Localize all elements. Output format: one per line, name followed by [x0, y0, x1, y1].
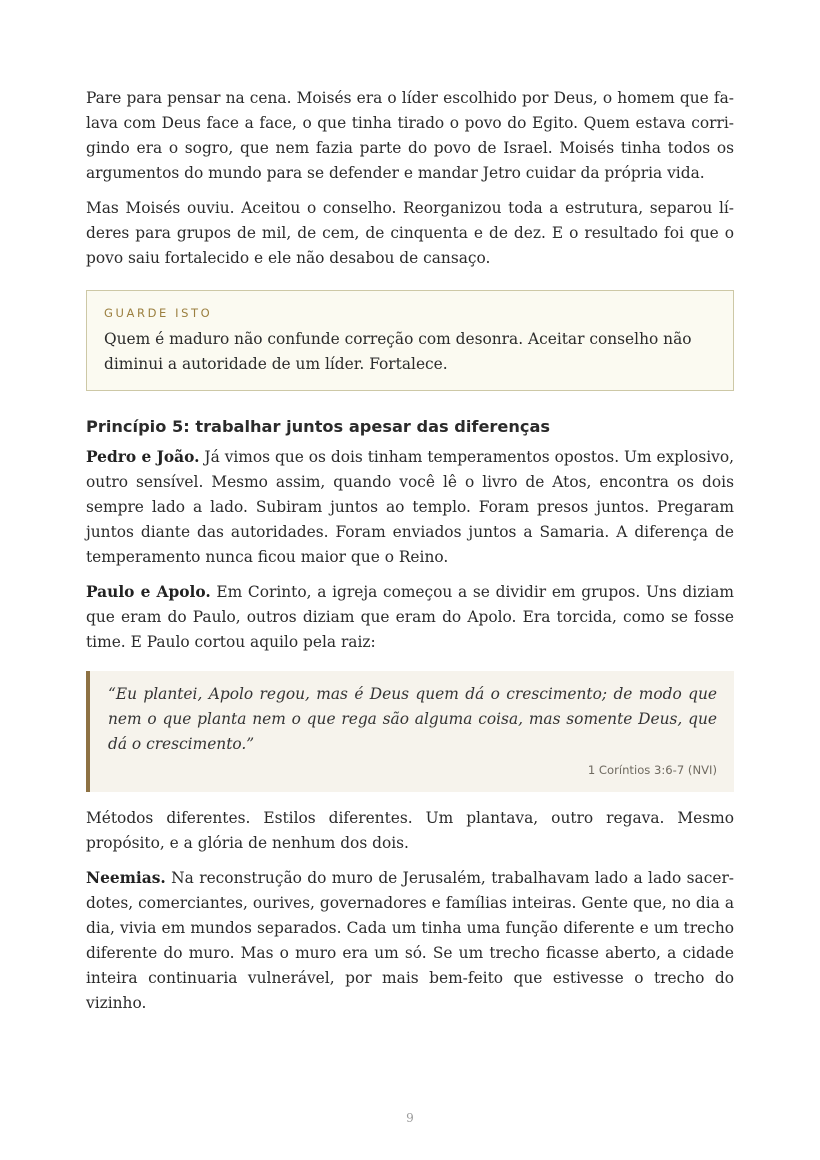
paragraph-metodos: Métodos diferentes. Estilos diferentes. Um plantava, outro regava. Mesmo propósito, e a glória de nenhum dos dois.: [86, 809, 734, 852]
paragraph-neemias: [86, 866, 734, 1016]
callout-label: GUARDE ISTO: [104, 306, 213, 320]
paragraph-moises-cena: Pare para pensar na cena. Moisés era o líder escolhido por Deus, o homem que falava com Deus face a face, o que tinha tirado o povo do Egito. Quem estava corrigindo era o sogro, que nem fazia parte do povo de Israel. Moisés tinha todos os argumentos do mundo para se defender e mandar Jetro cuidar da própria vida.: [86, 89, 734, 182]
callout-text: Quem é maduro não confunde correção com desonra. Aceitar conselho não diminui a autoridade de um líder. Fortalece.: [104, 330, 692, 373]
paragraph-text: Em Corinto, a igreja começou a se dividir em grupos. Uns diziam que eram do Paulo, outros diziam que eram do Apolo. Era torcida, como se fosse time. E Paulo cortou aquilo pela raiz:: [86, 583, 734, 651]
page-content: [86, 86, 734, 1026]
paragraph-lead: Neemias.: [86, 869, 166, 887]
paragraph-moises-ouviu: Mas Moisés ouviu. Aceitou o conselho. Reorganizou toda a estrutura, separou líderes para grupos de mil, de cem, de cinquenta e de dez. E o resultado foi que o povo saiu fortalecido e ele não desabou de cansaço.: [86, 199, 734, 267]
page-number: 9: [406, 1111, 414, 1125]
paragraph-text: Na reconstrução do muro de Jerusalém, trabalhavam lado a lado sacerdotes, comerciantes, ourives, governadores e famílias inteiras. Gente que, no dia a dia, vivia em mundos separados. Cada um tinha uma função diferente e um trecho diferente do muro. Mas o muro era um só. Se um trecho ficasse aberto, a cidade inteira continuaria vulnerável, por mais bem-feito que estivesse o trecho do vizinho.: [86, 869, 734, 1012]
quote-reference: 1 Coríntios 3:6-7 (NVI): [587, 763, 717, 777]
callout-box: [86, 290, 734, 391]
quote-text: “Eu plantei, Apolo regou, mas é Deus quem dá o crescimento; de modo que nem o que planta nem o que rega são alguma coisa, mas somente Deus, que dá o crescimento.”: [108, 685, 717, 753]
paragraph-paulo-apolo: [86, 580, 734, 655]
bible-quote: [86, 671, 734, 792]
section-heading: Princípio 5: trabalhar juntos apesar das diferenças: [86, 417, 551, 436]
paragraph-pedro-joao: [86, 445, 734, 570]
paragraph-lead: Pedro e João.: [86, 448, 200, 466]
paragraph-lead: Paulo e Apolo.: [86, 583, 211, 601]
paragraph-text: Já vimos que os dois tinham temperamentos opostos. Um explosivo, outro sensível. Mesmo assim, quando você lê o livro de Atos, encontra os dois sempre lado a lado. Subiram juntos ao templo. Foram presos juntos. Pregaram juntos diante das autoridades. Foram enviados juntos a Samaria. A diferença de temperamento nunca ficou maior que o Reino.: [86, 448, 734, 566]
